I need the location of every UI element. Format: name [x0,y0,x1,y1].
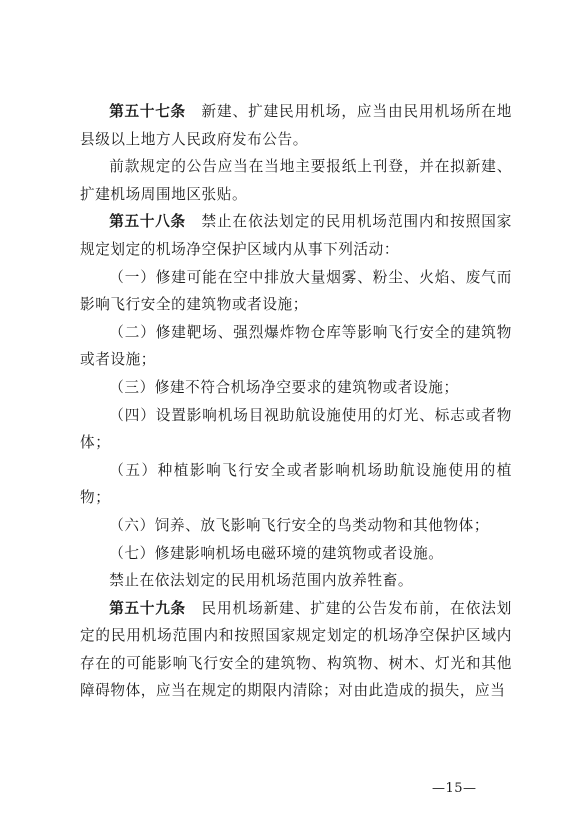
article-57-heading: 第五十七条 [109,103,186,120]
article-57-paragraph-2: 前款规定的公告应当在当地主要报纸上刊登，并在拟新建、扩建机场周围地区张贴。 [80,158,512,203]
article-59-heading: 第五十九条 [109,599,186,617]
article-58-item-5: （五）种植影响飞行安全或者影响机场助航设施使用的植物； [80,461,512,507]
article-58-item-7: （七）修建影响机场电磁环境的建筑物或者设施。 [109,544,444,562]
page-number: —15— [432,781,477,796]
article-57-text: 新建、扩建民用机场，应当由民用机场所在地县级以上地方人民政府发布公告。 [80,103,512,148]
article-58-item-1: （一）修建可能在空中排放大量烟雾、粉尘、火焰、废气而影响飞行安全的建筑物或者设施； [80,268,512,314]
article-58-paragraph [80,208,512,263]
article-58-item-2: （二）修建靶场、强烈爆炸物仓库等影响飞行安全的建筑物或者设施； [80,323,512,369]
article-58-item-3: （三）修建不符合机场净空要求的建筑物或者设施； [109,378,459,396]
article-58-item-6: （六）饲养、放飞影响飞行安全的鸟类动物和其他物体； [109,516,490,534]
article-59-paragraph [80,595,512,705]
article-57-paragraph [80,98,512,153]
article-58-text: 禁止在依法划定的民用机场范围内和按照国家规定划定的机场净空保护区域内从事下列活动： [80,213,512,258]
document-body [80,98,512,705]
article-58-heading: 第五十八条 [109,213,186,231]
article-58-closing: 禁止在依法划定的民用机场范围内放养牲畜。 [109,572,414,590]
article-59-text: 民用机场新建、扩建的公告发布前，在依法划定的民用机场范围内和按照国家规定划定的机场净空保护区域内存在的可能影响飞行安全的建筑物、构筑物、树木、灯光和其他障碍物体，应当在规定的期限内清除；对由此造成的损失，应当 [80,599,512,700]
article-58-item-4: （四）设置影响机场目视助航设施使用的灯光、标志或者物体； [80,406,512,452]
